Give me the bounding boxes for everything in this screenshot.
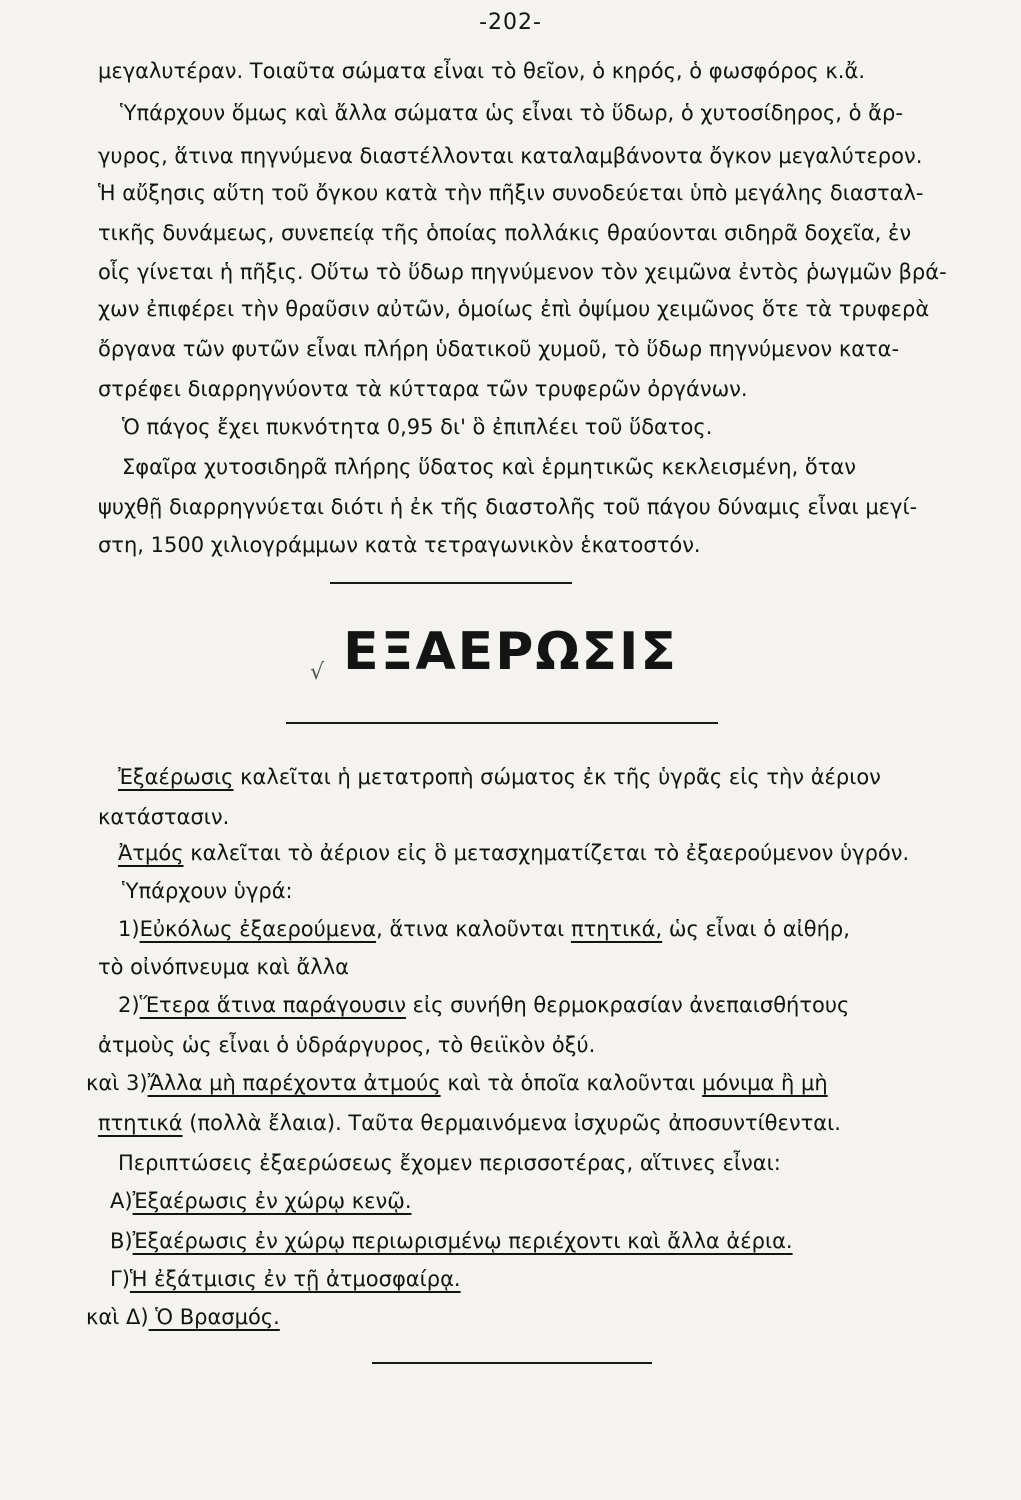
list-term: πτητικά, [570,917,663,941]
case-text: Ἡ ἐξάτμισις ἐν τῇ ἀτμοσφαίρᾳ. [129,1267,461,1291]
definition-text: καλεῖται τὸ ἀέριον εἰς ὃ μετασχηματίζεται τὸ ἐξαερούμενον ὑγρόν. [183,841,910,865]
text-line: Ὑπάρχουν ὑγρά: [122,879,293,903]
separator-rule [330,582,572,584]
text-line: Σφαῖρα χυτοσιδηρᾶ πλήρης ὕδατος καὶ ἑρμητικῶς κεκλεισμένη, ὅταν [122,455,856,479]
case-item [86,1302,280,1334]
text-line: ἀτμοὺς ὡς εἶναι ὁ ὑδράργυρος, τὸ θειϊκὸν ὀξύ. [98,1033,596,1057]
case-label: καὶ Δ) [86,1305,149,1329]
text-line: στρέφει διαρρηγνύοντα τὰ κύτταρα τῶν τρυφερῶν ὀργάνων. [98,377,748,401]
definition-line [118,838,909,870]
list-number: 1) [118,917,140,941]
text-line: ψυχθῇ διαρρηγνύεται διότι ἡ ἐκ τῆς διαστολῆς τοῦ πάγου δύναμις εἶναι μεγί- [98,495,918,519]
case-label: Β) [110,1229,133,1253]
page-number: -202- [479,10,542,35]
list-number: καὶ 3) [86,1071,148,1095]
definition-text: καλεῖται ἡ μετατροπὴ σώματος ἐκ τῆς ὑγρᾶς εἰς τὴν ἀέριον [233,765,881,789]
list-number: 2) [118,993,140,1017]
text-line: γυρος, ἅτινα πηγνύμενα διαστέλλονται καταλαμβάνοντα ὄγκον μεγαλύτερον. [98,144,923,168]
text-line: στη, 1500 χιλιογράμμων κατὰ τετραγωνικὸν ἑκατοστόν. [98,533,701,557]
list-text: ὡς εἶναι ὁ αἰθήρ, [662,917,850,941]
text-line: τικῆς δυνάμεως, συνεπείᾳ τῆς ὁποίας πολλάκις θραύονται σιδηρᾶ δοχεῖα, ἐν [98,221,912,245]
list-term: Ἄλλα μὴ παρέχοντα ἀτμούς [147,1071,441,1095]
text-line: τὸ οἰνόπνευμα καὶ ἄλλα [98,955,349,979]
text-line: κατάστασιν. [98,805,230,829]
case-item [110,1226,793,1258]
text-line: ὄργανα τῶν φυτῶν εἶναι πλήρη ὑδατικοῦ χυμοῦ, τὸ ὕδωρ πηγνύμενον κατα- [98,337,900,361]
text-line: Ὁ πάγος ἔχει πυκνότητα 0,95 δι' ὃ ἐπιπλέει τοῦ ὕδατος. [122,415,713,439]
check-mark-icon: √ [310,660,325,685]
separator-rule [372,1362,652,1364]
case-label: Γ) [110,1267,130,1291]
list-text: καὶ τὰ ὁποῖα καλοῦνται [440,1071,703,1095]
definition-line [118,762,881,794]
list-term: πτητικά [98,1111,183,1135]
list-item [118,990,849,1022]
section-heading: ΕΞΑΕΡΩΣΙΣ [343,622,678,682]
case-text: Ὁ Βρασμός. [148,1305,280,1329]
list-text: εἰς συνήθη θερμοκρασίαν ἀνεπαισθήτους [405,993,850,1017]
text-line: Ἡ αὔξησις αὕτη τοῦ ὄγκου κατὰ τὴν πῆξιν συνοδεύεται ὑπὸ μεγάλης διασταλ- [98,181,924,205]
case-label: Α) [110,1189,133,1213]
list-term: Εὐκόλως ἐξαερούμενα [139,917,377,941]
list-item-continued [98,1108,841,1140]
list-item [118,914,850,946]
list-item [86,1068,828,1100]
text-line: μεγαλυτέραν. Τοιαῦτα σώματα εἶναι τὸ θεῖον, ὁ κηρός, ὁ φωσφόρος κ.ἄ. [98,59,866,83]
list-text: (πολλὰ ἔλαια). Ταῦτα θερμαινόμενα ἰσχυρῶς ἀποσυντίθενται. [182,1111,841,1135]
list-text: , ἅτινα καλοῦνται [376,917,571,941]
text-line: οἷς γίνεται ἡ πῆξις. Οὕτω τὸ ὕδωρ πηγνύμενον τὸν χειμῶνα ἐντὸς ῥωγμῶν βρά- [98,260,947,284]
case-text: Ἐξαέρωσις ἐν χώρῳ περιωρισμένῳ περιέχοντι καὶ ἄλλα ἀέρια. [132,1229,793,1253]
case-text: Ἐξαέρωσις ἐν χώρῳ κενῷ. [132,1189,412,1213]
text-line: χων ἐπιφέρει τὴν θραῦσιν αὐτῶν, ὁμοίως ἐπὶ ὀψίμου χειμῶνος ὅτε τὰ τρυφερὰ [98,297,930,321]
list-term: μόνιμα ἢ μὴ [702,1071,828,1095]
term-vapor: Ἀτμός [118,841,184,865]
separator-rule [286,722,718,724]
case-item [110,1186,412,1218]
text-line: Περιπτώσεις ἐξαερώσεως ἔχομεν περισσοτέρας, αἵτινες εἶναι: [118,1151,781,1175]
list-term: Ἕτερα ἅτινα παράγουσιν [139,993,406,1017]
text-line: Ὑπάρχουν ὅμως καὶ ἄλλα σώματα ὡς εἶναι τὸ ὕδωρ, ὁ χυτοσίδηρος, ὁ ἄρ- [120,101,903,125]
term-evaporation: Ἐξαέρωσις [118,765,234,789]
case-item [110,1264,461,1296]
